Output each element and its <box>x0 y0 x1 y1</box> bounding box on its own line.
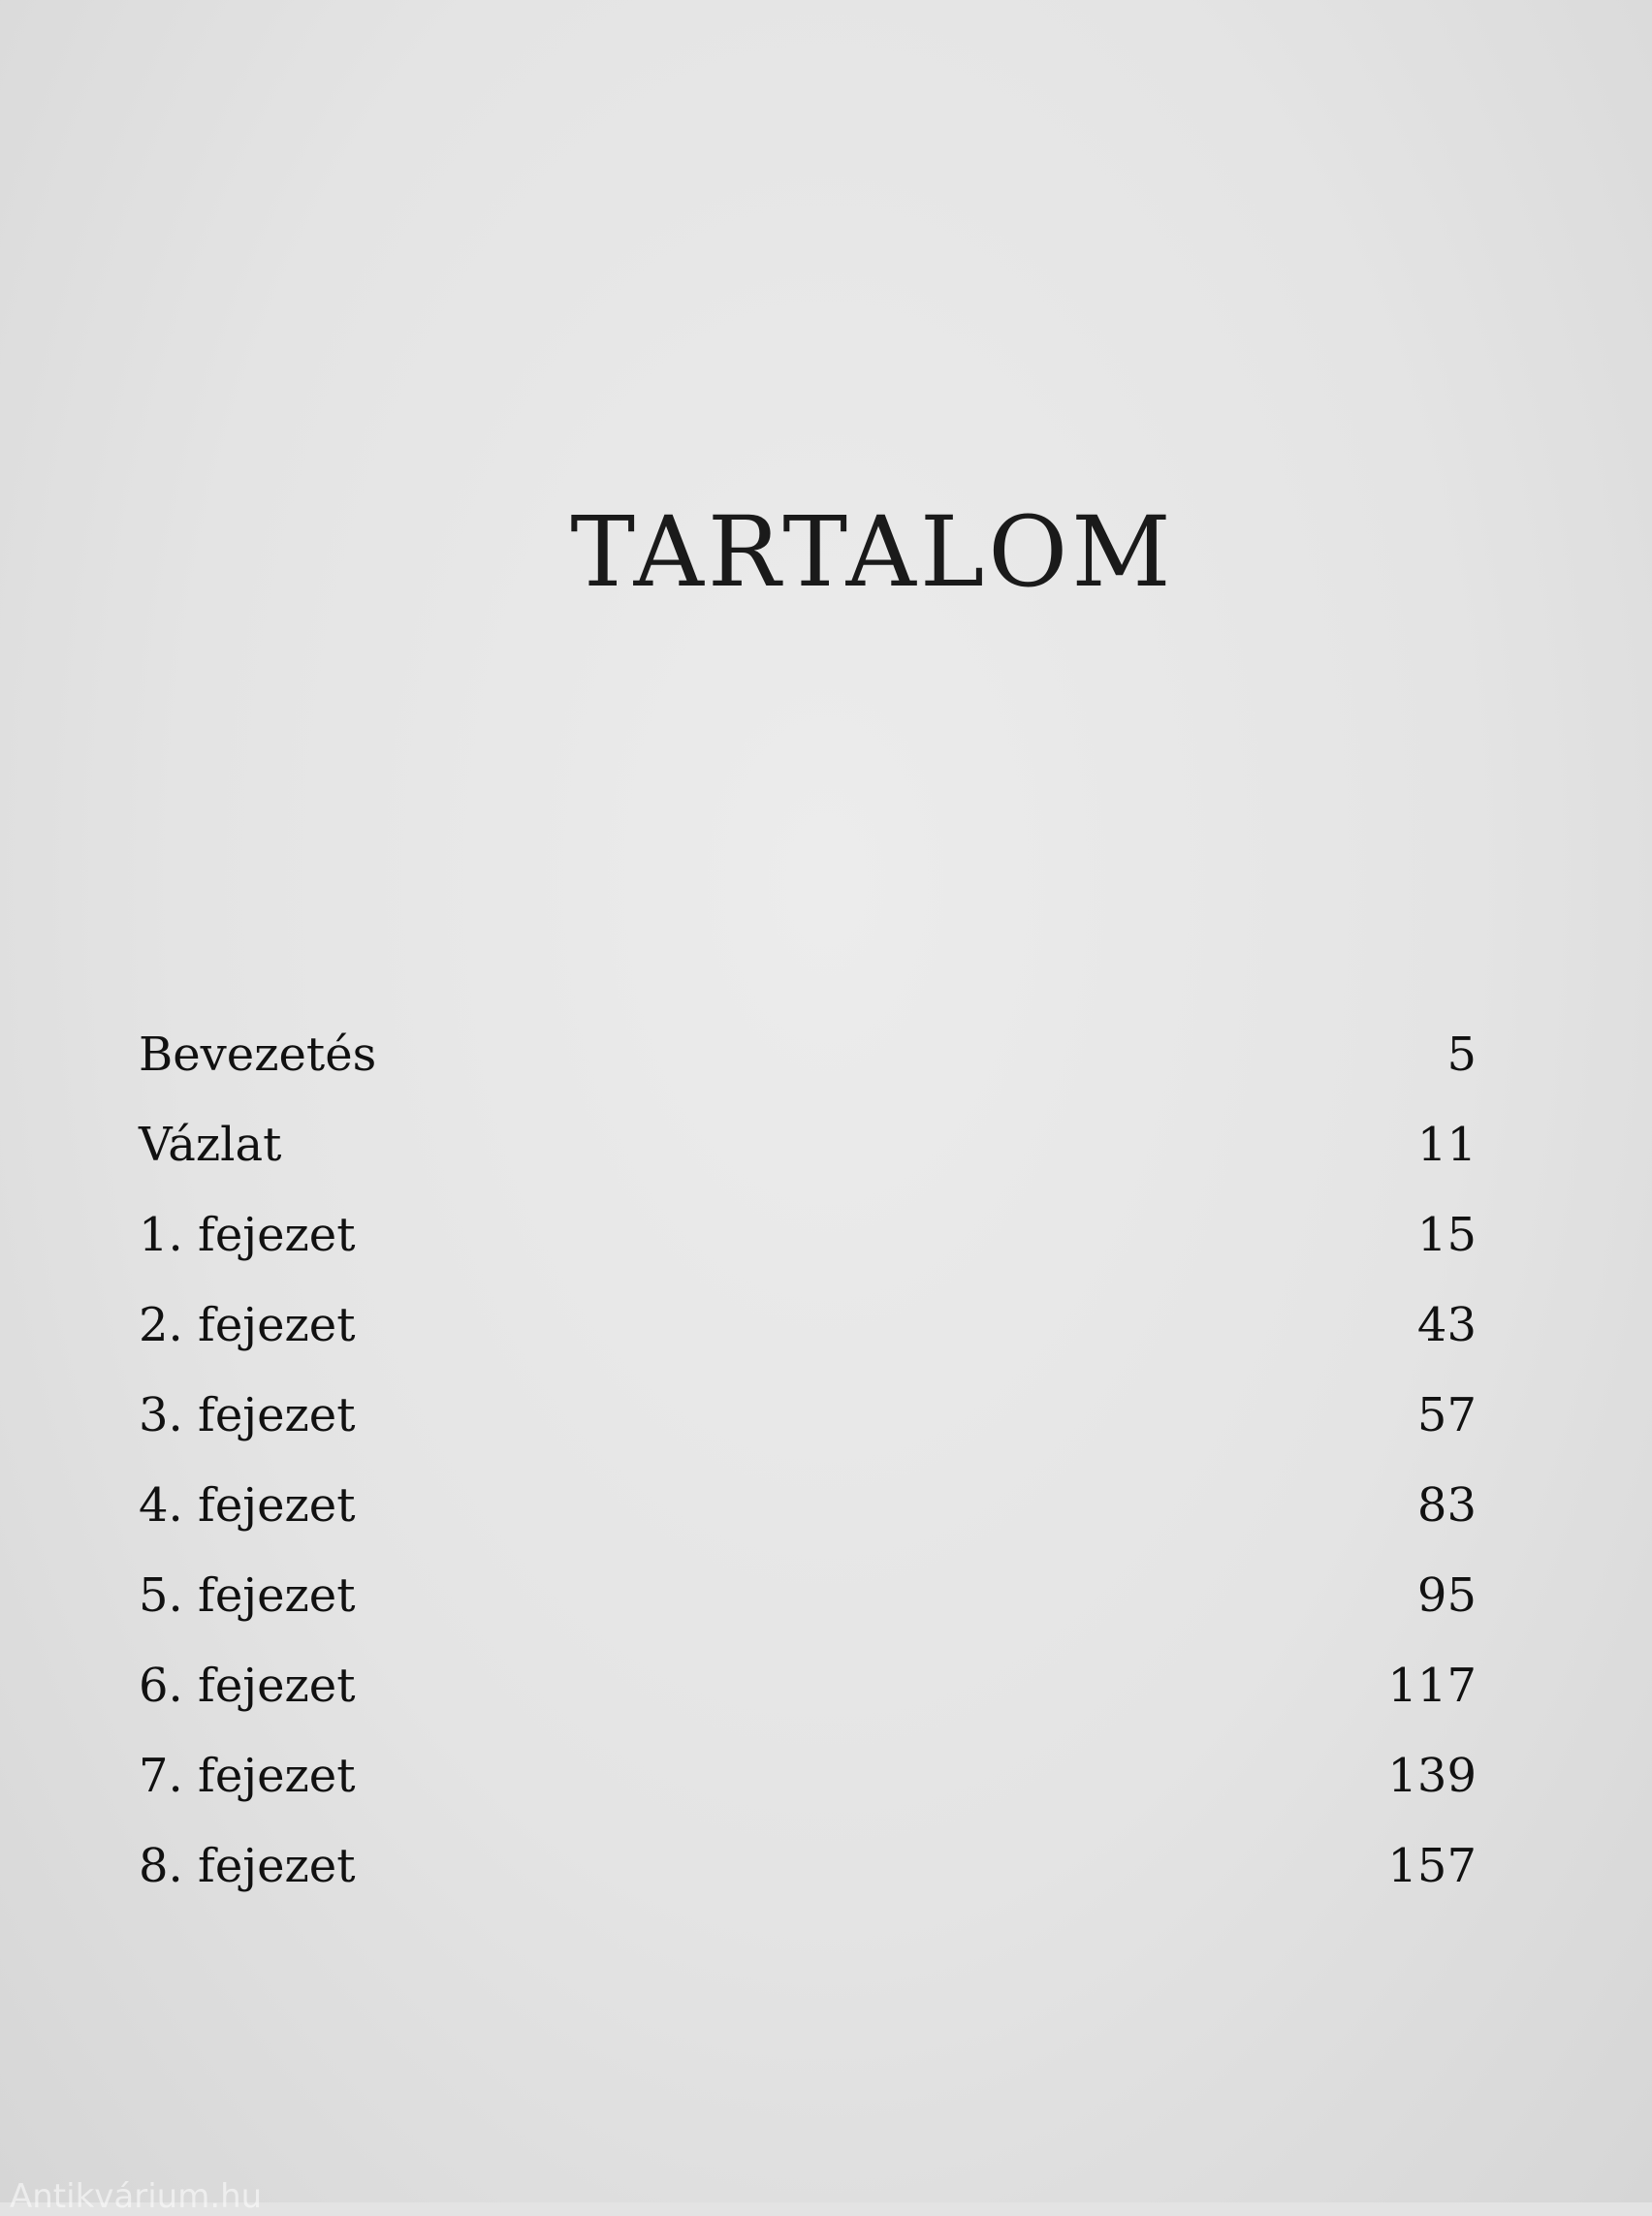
toc-entry-chapter-6 <box>139 1659 1477 1749</box>
toc-entry-label: Vázlat <box>139 1118 282 1172</box>
toc-entry-label: 8. fejezet <box>139 1839 356 1893</box>
page-title: TARTALOM <box>570 495 1175 609</box>
toc-entry-chapter-2 <box>139 1298 1477 1388</box>
toc-entry-chapter-3 <box>139 1388 1477 1478</box>
toc-entry-label: 6. fejezet <box>139 1659 356 1713</box>
toc-entry-page: 117 <box>1387 1659 1477 1713</box>
toc-entry-label: 4. fejezet <box>139 1478 356 1533</box>
toc-entry-chapter-7 <box>139 1749 1477 1839</box>
toc-entry-page: 43 <box>1416 1298 1477 1352</box>
toc-entry-page: 83 <box>1416 1478 1477 1533</box>
toc-entry-bevezetes <box>139 1028 1477 1118</box>
toc-entry-chapter-5 <box>139 1568 1477 1659</box>
toc-entry-chapter-4 <box>139 1478 1477 1568</box>
toc-entry-page: 157 <box>1387 1839 1477 1893</box>
toc-entry-page: 5 <box>1446 1028 1477 1082</box>
table-of-contents <box>139 1028 1477 1929</box>
toc-entry-chapter-1 <box>139 1208 1477 1298</box>
toc-entry-page: 11 <box>1416 1118 1477 1172</box>
toc-entry-page: 57 <box>1416 1388 1477 1442</box>
toc-entry-label: 1. fejezet <box>139 1208 356 1262</box>
toc-entry-page: 139 <box>1387 1749 1477 1803</box>
toc-entry-vazlat <box>139 1118 1477 1208</box>
toc-entry-label: 7. fejezet <box>139 1749 356 1803</box>
toc-entry-label: 3. fejezet <box>139 1388 356 1442</box>
toc-entry-label: Bevezetés <box>139 1028 377 1082</box>
toc-entry-chapter-8 <box>139 1839 1477 1929</box>
toc-entry-page: 15 <box>1416 1208 1477 1262</box>
watermark: Antikvárium.hu <box>10 2177 263 2216</box>
toc-entry-label: 5. fejezet <box>139 1568 356 1623</box>
toc-entry-label: 2. fejezet <box>139 1298 356 1352</box>
toc-entry-page: 95 <box>1416 1568 1477 1623</box>
